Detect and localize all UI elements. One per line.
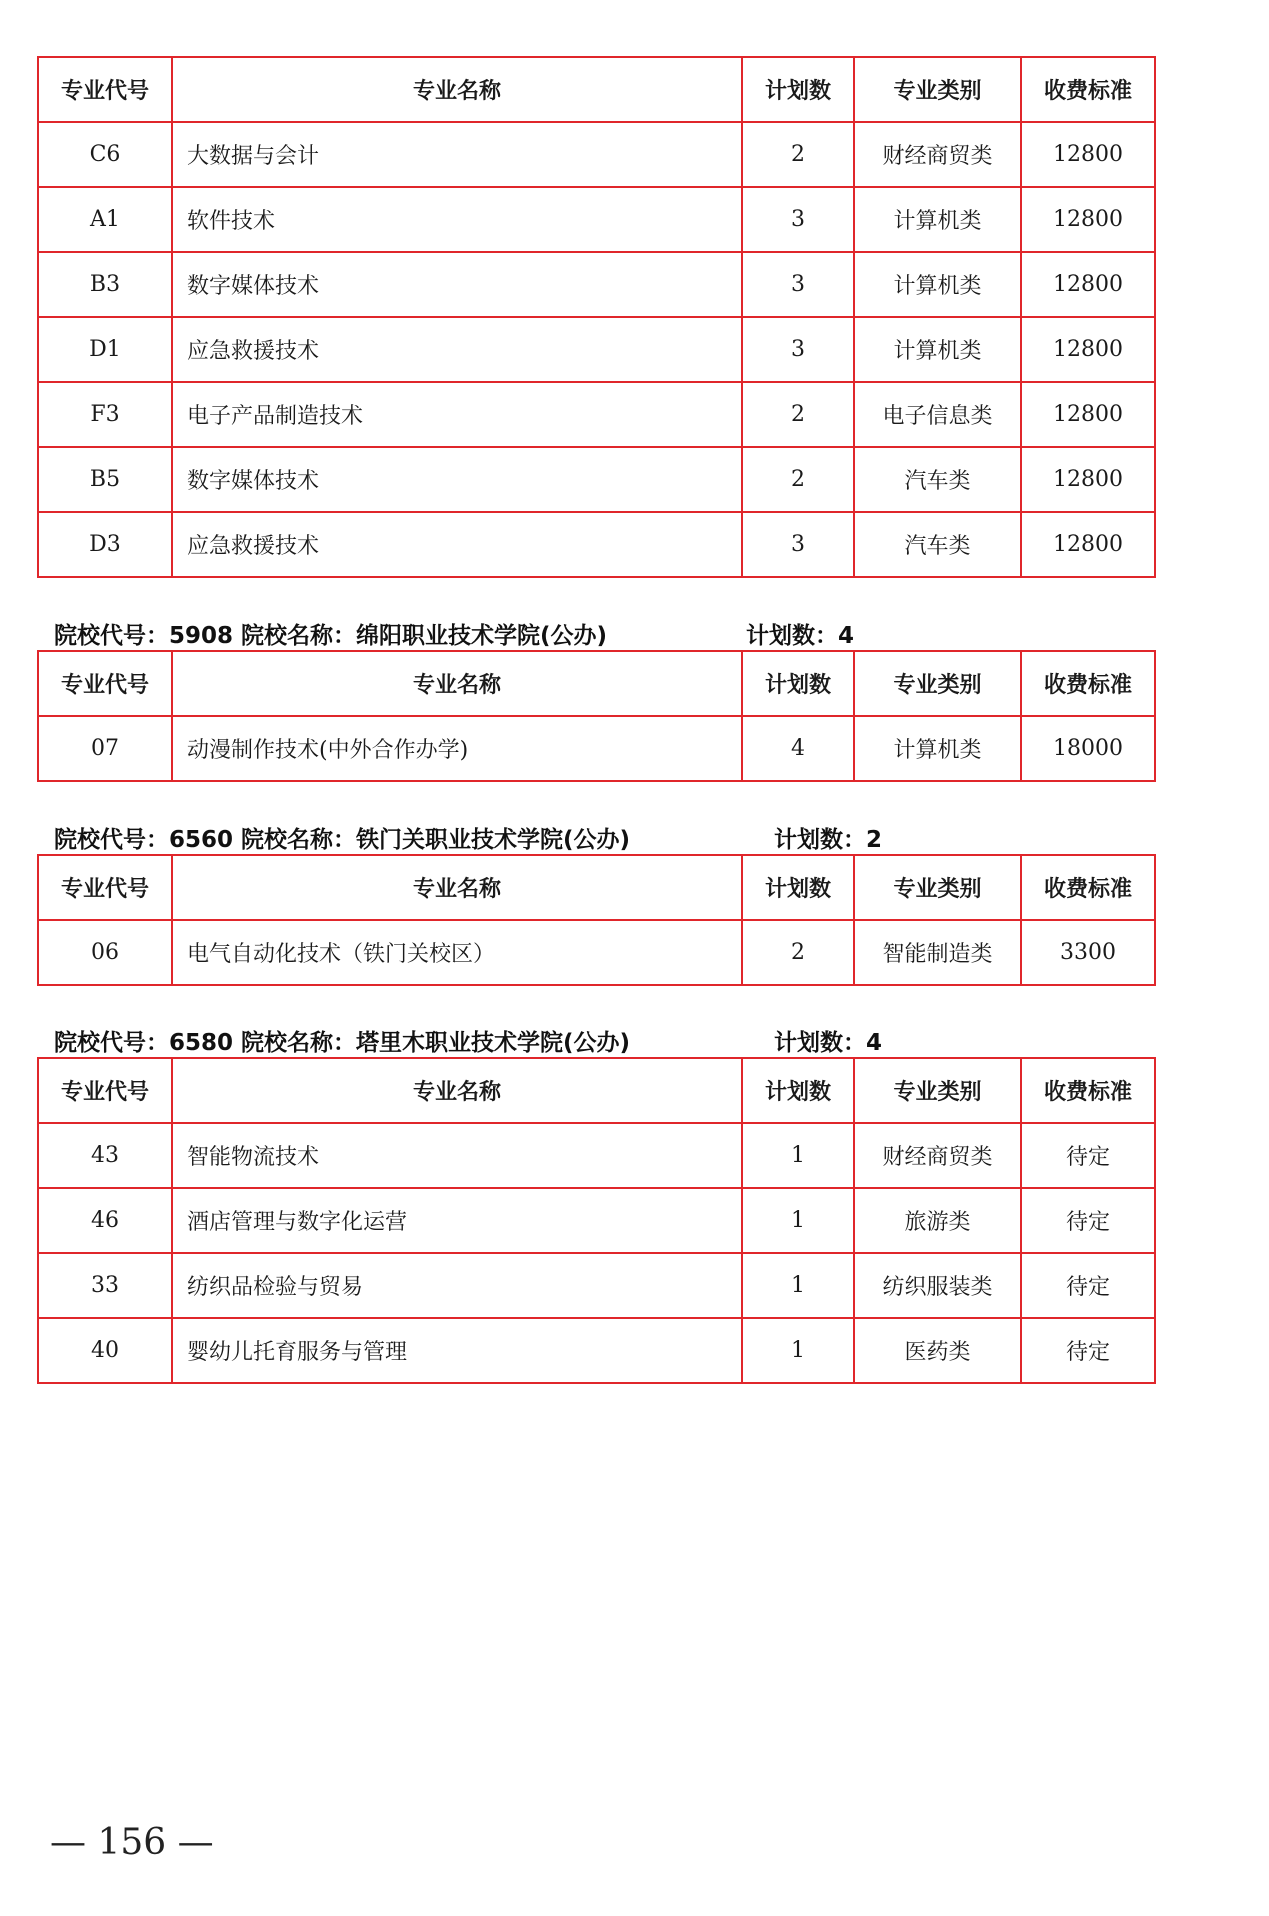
cell-name: 电气自动化技术（铁门关校区）	[172, 920, 742, 985]
header-name: 专业名称	[172, 651, 742, 716]
cell-category: 智能制造类	[854, 920, 1021, 985]
cell-name: 大数据与会计	[172, 122, 742, 187]
cell-code: 07	[38, 716, 172, 781]
school-info: 院校代号：6580 院校名称：塔里木职业技术学院(公办)	[54, 1030, 631, 1056]
cell-plan: 3	[742, 317, 854, 382]
cell-category: 计算机类	[854, 252, 1021, 317]
header-code: 专业代号	[38, 57, 172, 122]
cell-plan: 3	[742, 252, 854, 317]
cell-fee: 12800	[1021, 317, 1155, 382]
cell-plan: 1	[742, 1253, 854, 1318]
header-category: 专业类别	[854, 1058, 1021, 1123]
majors-table-5908	[37, 650, 1156, 782]
cell-fee: 3300	[1021, 920, 1155, 985]
cell-plan: 1	[742, 1188, 854, 1253]
cell-name: 纺织品检验与贸易	[172, 1253, 742, 1318]
school-heading-6580	[54, 1024, 883, 1057]
header-plan: 计划数	[742, 651, 854, 716]
cell-category: 电子信息类	[854, 382, 1021, 447]
cell-fee: 12800	[1021, 252, 1155, 317]
table-header-row	[38, 855, 1155, 920]
table-row	[38, 382, 1155, 447]
cell-plan: 2	[742, 447, 854, 512]
cell-plan: 3	[742, 187, 854, 252]
cell-code: B3	[38, 252, 172, 317]
page-number: — 156 —	[50, 1822, 214, 1863]
cell-name: 数字媒体技术	[172, 447, 742, 512]
table-header-row	[38, 651, 1155, 716]
header-plan: 计划数	[742, 855, 854, 920]
header-name: 专业名称	[172, 855, 742, 920]
header-fee: 收费标准	[1021, 1058, 1155, 1123]
cell-plan: 2	[742, 920, 854, 985]
school-plan-total: 计划数：4	[774, 1030, 883, 1056]
header-code: 专业代号	[38, 855, 172, 920]
cell-name: 软件技术	[172, 187, 742, 252]
cell-code: F3	[38, 382, 172, 447]
header-fee: 收费标准	[1021, 651, 1155, 716]
table-row	[38, 122, 1155, 187]
header-code: 专业代号	[38, 651, 172, 716]
header-fee: 收费标准	[1021, 855, 1155, 920]
majors-table-6580	[37, 1057, 1156, 1384]
cell-name: 数字媒体技术	[172, 252, 742, 317]
cell-code: 06	[38, 920, 172, 985]
cell-category: 计算机类	[854, 187, 1021, 252]
cell-category: 汽车类	[854, 447, 1021, 512]
table-row	[38, 187, 1155, 252]
table-row	[38, 317, 1155, 382]
header-name: 专业名称	[172, 1058, 742, 1123]
cell-fee: 12800	[1021, 447, 1155, 512]
table-row	[38, 1253, 1155, 1318]
cell-plan: 1	[742, 1318, 854, 1383]
cell-name: 电子产品制造技术	[172, 382, 742, 447]
table-row	[38, 1123, 1155, 1188]
header-fee: 收费标准	[1021, 57, 1155, 122]
cell-category: 医药类	[854, 1318, 1021, 1383]
cell-category: 计算机类	[854, 317, 1021, 382]
header-category: 专业类别	[854, 57, 1021, 122]
cell-code: D1	[38, 317, 172, 382]
cell-fee: 待定	[1021, 1188, 1155, 1253]
header-name: 专业名称	[172, 57, 742, 122]
cell-plan: 3	[742, 512, 854, 577]
table-row	[38, 512, 1155, 577]
school-info: 院校代号：5908 院校名称：绵阳职业技术学院(公办)	[54, 623, 608, 649]
cell-code: 40	[38, 1318, 172, 1383]
school-info: 院校代号：6560 院校名称：铁门关职业技术学院(公办)	[54, 827, 631, 853]
cell-name: 酒店管理与数字化运营	[172, 1188, 742, 1253]
cell-category: 旅游类	[854, 1188, 1021, 1253]
cell-code: A1	[38, 187, 172, 252]
cell-category: 财经商贸类	[854, 1123, 1021, 1188]
cell-fee: 待定	[1021, 1253, 1155, 1318]
cell-fee: 12800	[1021, 512, 1155, 577]
cell-fee: 12800	[1021, 382, 1155, 447]
school-heading-5908	[54, 617, 855, 650]
table-header-row	[38, 1058, 1155, 1123]
majors-table-continued	[37, 56, 1156, 578]
majors-table-6560	[37, 854, 1156, 986]
cell-code: D3	[38, 512, 172, 577]
cell-plan: 2	[742, 382, 854, 447]
school-plan-total: 计划数：4	[746, 623, 855, 649]
header-category: 专业类别	[854, 855, 1021, 920]
cell-category: 汽车类	[854, 512, 1021, 577]
table-row	[38, 447, 1155, 512]
school-plan-total: 计划数：2	[774, 827, 883, 853]
cell-code: C6	[38, 122, 172, 187]
header-code: 专业代号	[38, 1058, 172, 1123]
cell-name: 动漫制作技术(中外合作办学)	[172, 716, 742, 781]
cell-plan: 4	[742, 716, 854, 781]
cell-code: 46	[38, 1188, 172, 1253]
header-category: 专业类别	[854, 651, 1021, 716]
cell-fee: 待定	[1021, 1318, 1155, 1383]
cell-code: 43	[38, 1123, 172, 1188]
cell-plan: 1	[742, 1123, 854, 1188]
table-row	[38, 1318, 1155, 1383]
cell-name: 智能物流技术	[172, 1123, 742, 1188]
cell-fee: 12800	[1021, 187, 1155, 252]
cell-fee: 12800	[1021, 122, 1155, 187]
cell-name: 婴幼儿托育服务与管理	[172, 1318, 742, 1383]
cell-fee: 待定	[1021, 1123, 1155, 1188]
header-plan: 计划数	[742, 57, 854, 122]
cell-code: 33	[38, 1253, 172, 1318]
cell-plan: 2	[742, 122, 854, 187]
table-header-row	[38, 57, 1155, 122]
cell-name: 应急救援技术	[172, 317, 742, 382]
cell-category: 财经商贸类	[854, 122, 1021, 187]
table-row	[38, 716, 1155, 781]
cell-category: 计算机类	[854, 716, 1021, 781]
table-row	[38, 252, 1155, 317]
cell-code: B5	[38, 447, 172, 512]
table-row	[38, 1188, 1155, 1253]
table-row	[38, 920, 1155, 985]
cell-name: 应急救援技术	[172, 512, 742, 577]
header-plan: 计划数	[742, 1058, 854, 1123]
cell-category: 纺织服装类	[854, 1253, 1021, 1318]
school-heading-6560	[54, 821, 883, 854]
cell-fee: 18000	[1021, 716, 1155, 781]
